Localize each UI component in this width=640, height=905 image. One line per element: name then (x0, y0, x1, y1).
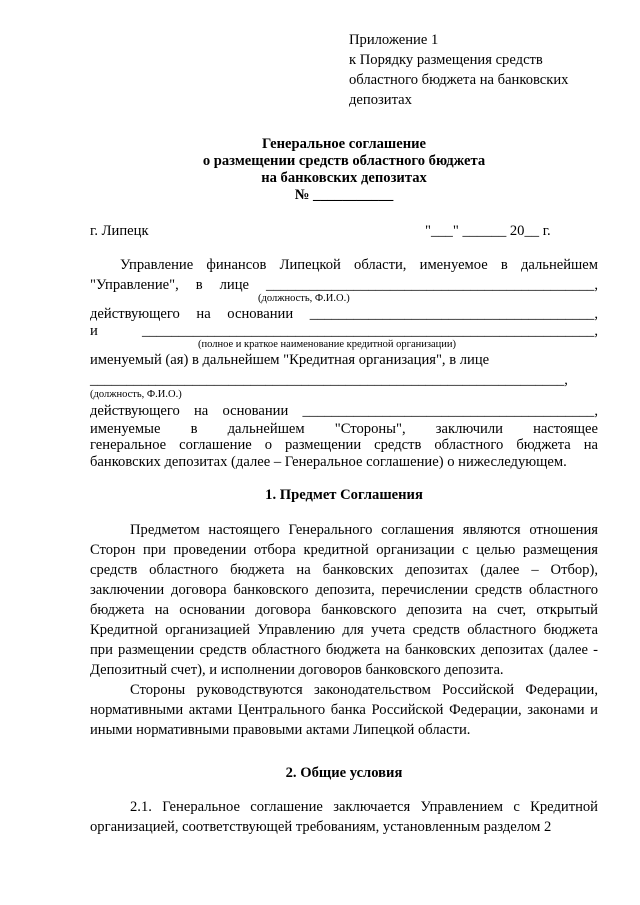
appendix-line-3: областного бюджета на банковских (349, 72, 569, 88)
hint-position-name-2: (должность, Ф.И.О.) (90, 389, 182, 400)
section-2-paragraph-1 (90, 797, 598, 837)
title-line-3: на банковских депозитах (261, 170, 427, 186)
appendix-line-1: Приложение 1 (349, 32, 439, 48)
title-number: № ___________ (294, 187, 394, 203)
document-page (90, 0, 598, 905)
parties-line-10: банковских депозитах (далее – Генеральное соглашение) о нижеследующем. (90, 454, 567, 470)
parties-line-3: действующего на основании _______________________________________, (90, 306, 598, 322)
hint-position-name-1: (должность, Ф.И.О.) (258, 293, 350, 304)
city: г. Липецк (90, 223, 149, 239)
section-1-paragraph-2-text: Стороны руководствуются законодательством Российской Федерации, нормативными актами Центрального банка Российской Федерации, законами и иными нормативными правовыми актами Липецкой области. (90, 682, 598, 738)
title-line-1: Генеральное соглашение (261, 136, 427, 152)
parties-line-7: действующего на основании ________________________________________, (90, 403, 598, 419)
agreement-date: "___" ______ 20__ г. (425, 223, 551, 239)
title-line-2: о размещении средств областного бюджета (202, 153, 486, 169)
section-1-paragraph-1-text: Предметом настоящего Генерального соглашения являются отношения Сторон при проведении отбора кредитной организации с целью размещения средств областного бюджета на банковских депозитах (далее – Отбор), заключении договора банковского депозита, перечислении средств областного бюджета на основании договора банковского депозита на счет, открытый Кредитной организацией Управлению для учета средств областного бюджета при размещении средств областного бюджета на банковских депозитах (далее - Депозитный счет), и исполнении договоров банковского депозита. (90, 522, 598, 678)
hint-credit-org-name: (полное и краткое наименование кредитной организации) (198, 339, 457, 350)
section-1-heading: 1. Предмет Соглашения (265, 487, 423, 503)
parties-line-9: генеральное соглашение о размещении средств областного бюджета на (90, 437, 598, 453)
place-date-row (90, 222, 598, 241)
parties-line-8: именуемые в дальнейшем "Стороны", заключили настоящее (90, 421, 598, 437)
appendix-block (349, 30, 599, 110)
parties-line-1: Управление финансов Липецкой области, именуемое в дальнейшем (120, 257, 598, 273)
section-2-heading: 2. Общие условия (285, 765, 403, 781)
document-title (90, 136, 598, 204)
parties-line-5: именуемый (ая) в дальнейшем "Кредитная организация", в лице (90, 352, 490, 368)
appendix-line-2: к Порядку размещения средств (349, 52, 543, 68)
section-1-paragraph-1 (90, 520, 598, 680)
parties-line-2: "Управление", в лице _____________________________________________, (90, 277, 598, 293)
appendix-line-4: депозитах (349, 92, 412, 108)
section-1-paragraph-2 (90, 680, 598, 740)
parties-line-6: _________________________________________________________________, (90, 372, 568, 388)
parties-line-4: и ______________________________________________________________, (90, 323, 598, 339)
section-2-paragraph-1-text: 2.1. Генеральное соглашение заключается Управлением с Кредитной организацией, соответствующей требованиям, установленным разделом 2 (90, 799, 598, 835)
